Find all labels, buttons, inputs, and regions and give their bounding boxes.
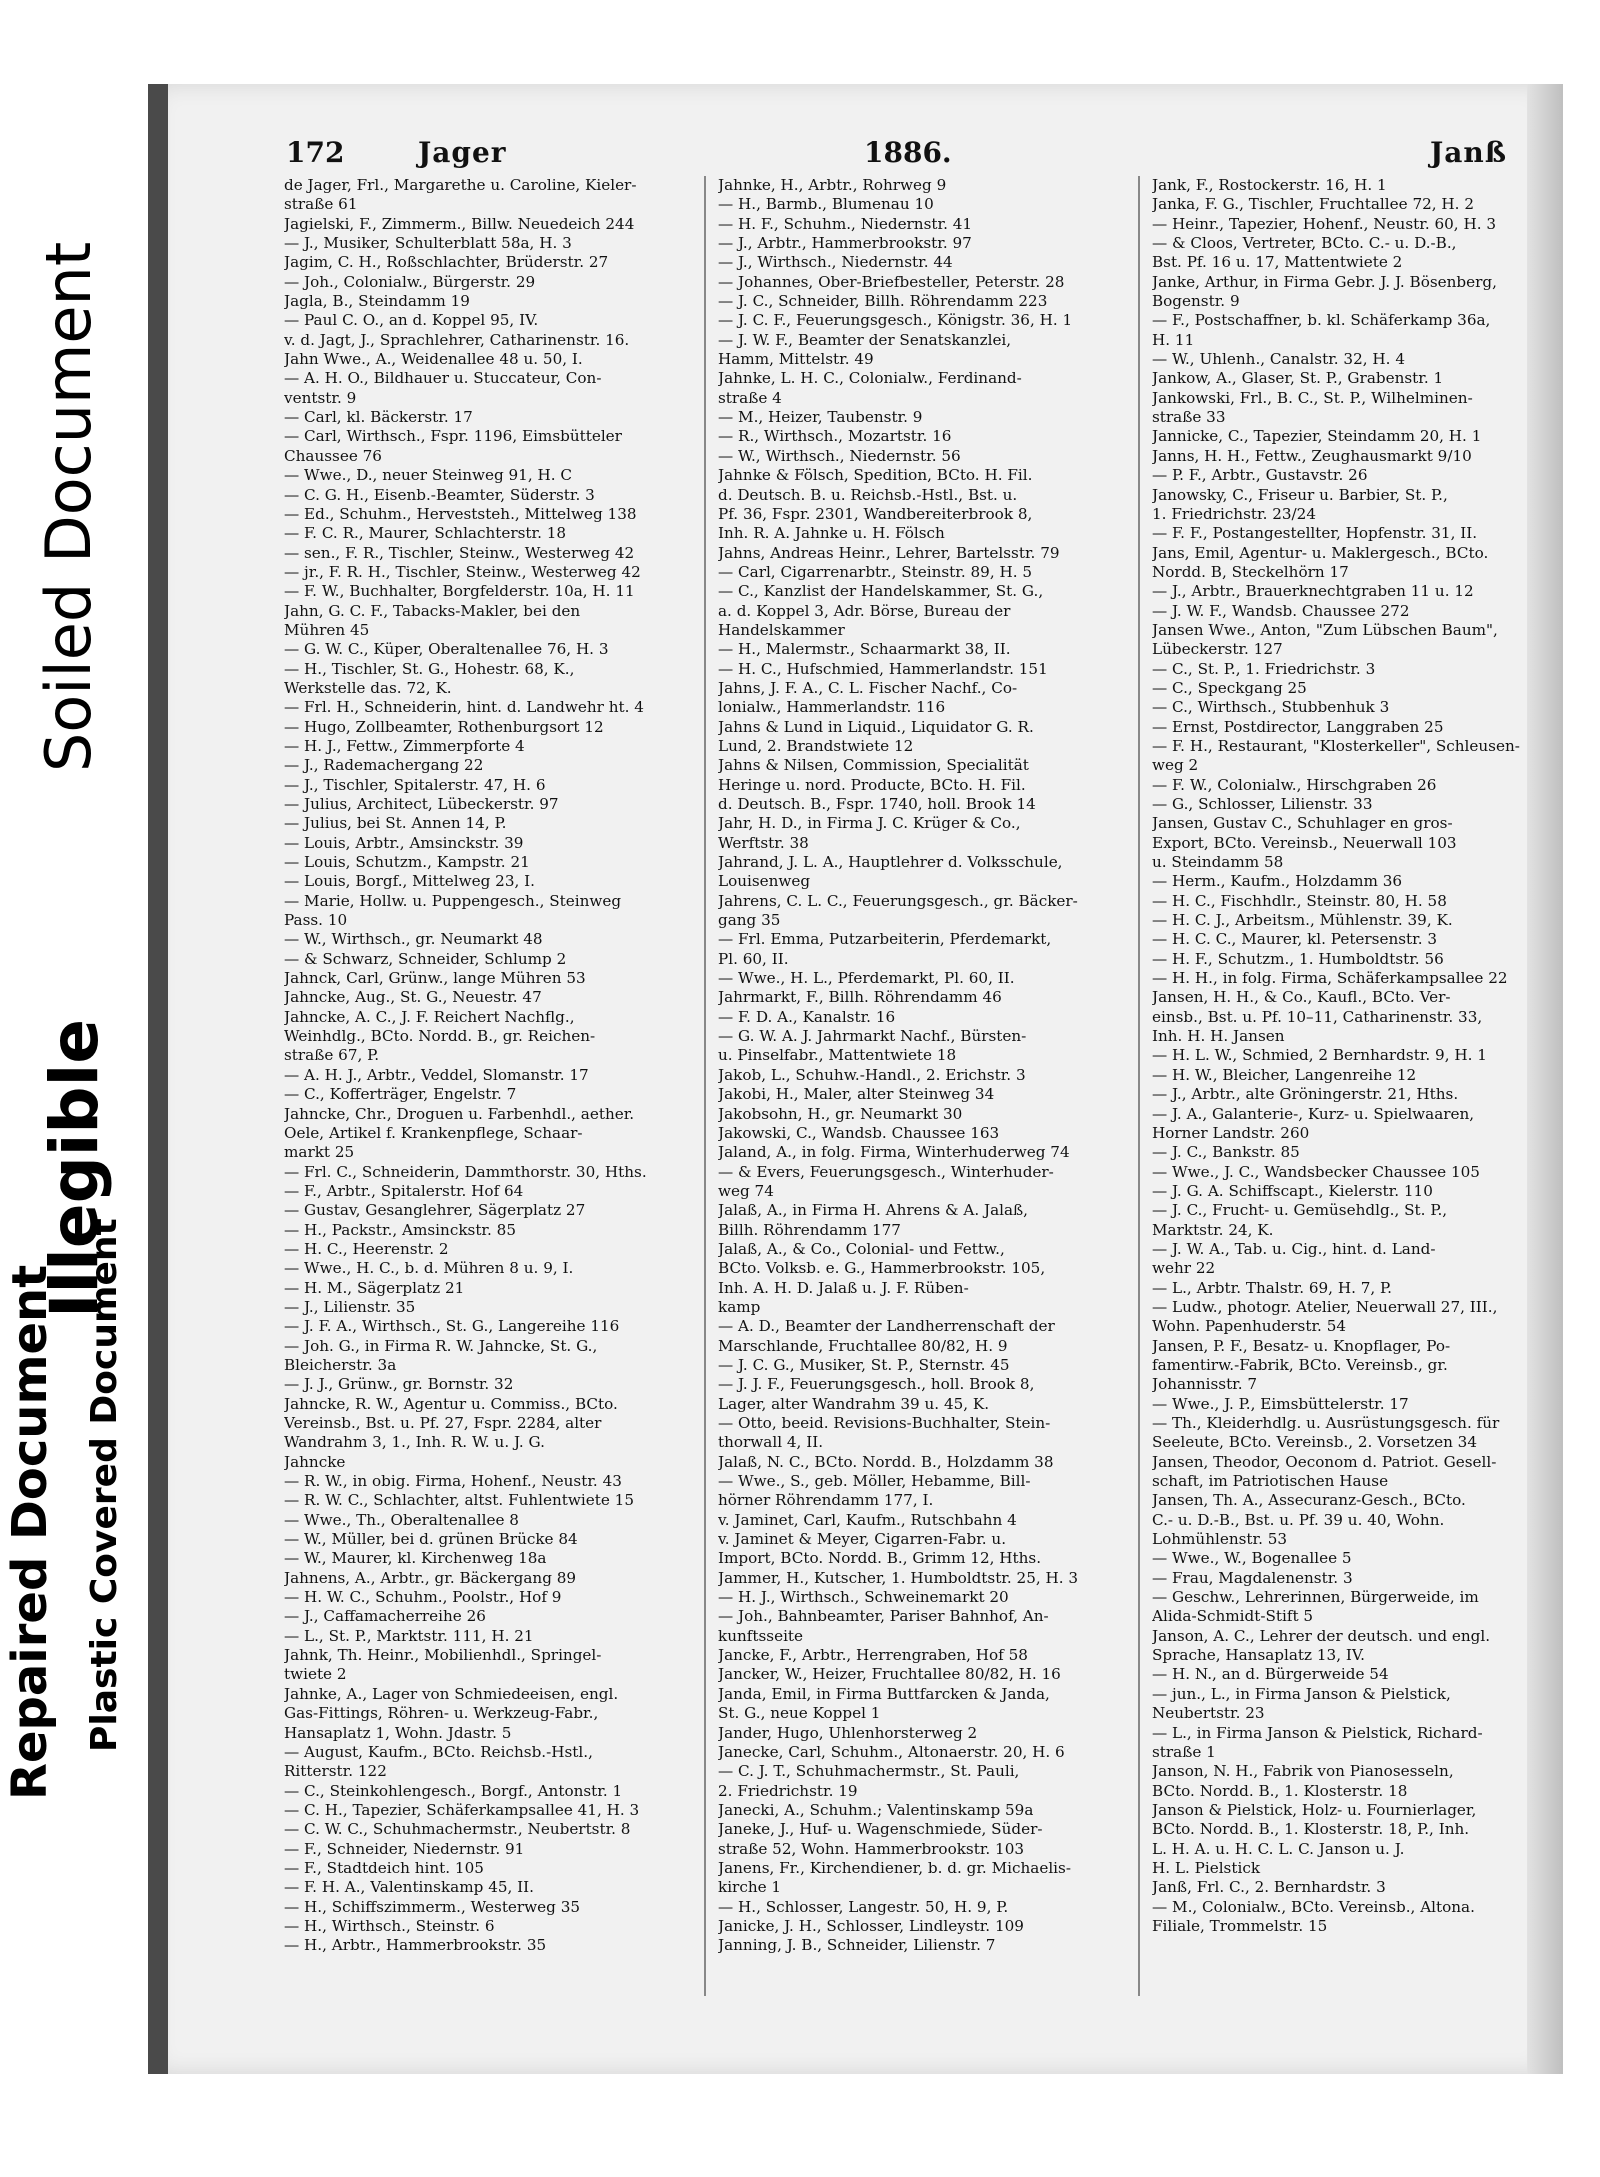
directory-entry-line: Jagla, B., Steindamm 19	[284, 292, 470, 311]
directory-entry-line: — G. W. C., Küper, Oberaltenallee 76, H. 3	[284, 640, 609, 659]
directory-entry-line: v. d. Jagt, J., Sprachlehrer, Catharinenstr. 16.	[284, 330, 630, 349]
directory-entry-line: — F. W., Colonialw., Hirschgraben 26	[1152, 775, 1437, 794]
directory-entry-line: famentirw.-Fabrik, BCto. Vereinsb., gr.	[1152, 1355, 1448, 1374]
directory-entry-line: — L., St. P., Marktstr. 111, H. 21	[284, 1626, 534, 1645]
directory-entry-line: — H. W. C., Schuhm., Poolstr., Hof 9	[284, 1588, 562, 1607]
directory-entry-line: — sen., F. R., Tischler, Steinw., Westerweg 42	[284, 543, 635, 562]
directory-entry-line: — H., Tischler, St. G., Hohestr. 68, K.,	[284, 659, 575, 678]
directory-entry-line: — H., Malermstr., Schaarmarkt 38, II.	[718, 640, 1011, 659]
directory-entry-line: Janka, F. G., Tischler, Fruchtallee 72, H. 2	[1152, 195, 1474, 214]
directory-entry-line: — Th., Kleiderhdlg. u. Ausrüstungsgesch. für	[1152, 1414, 1500, 1432]
directory-entry-line: a. d. Koppel 3, Adr. Börse, Bureau der	[718, 601, 1011, 620]
directory-entry-line: Jahncke, Chr., Droguen u. Farbenhdl., aether.	[284, 1104, 635, 1123]
directory-entry-line: Jahnke & Fölsch, Spedition, BCto. H. Fil.	[718, 466, 1033, 485]
directory-entry-line: — F. F., Postangestellter, Hopfenstr. 31, II.	[1152, 524, 1478, 543]
directory-entry-line: — J. J., Grünw., gr. Bornstr. 32	[284, 1375, 514, 1394]
soiled-document-label: Soiled Document	[32, 241, 105, 772]
directory-entry-line: — H. C. C., Maurer, kl. Petersenstr. 3	[1152, 930, 1438, 949]
plastic-covered-document-label: Plastic Covered Document	[84, 1218, 125, 1752]
directory-entry-line: — J., Caffamacherreihe 26	[284, 1607, 486, 1626]
directory-entry-line: — J. C., Schneider, Billh. Röhrendamm 223	[718, 292, 1048, 311]
directory-entry-line: Bogenstr. 9	[1152, 292, 1240, 311]
directory-entry-line: — Ed., Schuhm., Herveststeh., Mittelweg 138	[284, 504, 637, 523]
directory-entry-line: Jankow, A., Glaser, St. P., Grabenstr. 1	[1152, 369, 1444, 388]
directory-entry-line: Jakobsohn, H., gr. Neumarkt 30	[718, 1104, 963, 1123]
directory-entry-line: Nordd. B, Steckelhörn 17	[1152, 562, 1349, 581]
directory-entry-line: straße 67, P.	[284, 1046, 380, 1065]
directory-entry-line: wehr 22	[1152, 1259, 1216, 1278]
directory-entry-line: Sprache, Hansaplatz 13, IV.	[1152, 1646, 1365, 1665]
directory-entry-line: BCto. Nordd. B., 1. Klosterstr. 18	[1152, 1781, 1408, 1800]
directory-entry-line: Pf. 36, Fspr. 2301, Wandbereiterbrook 8,	[718, 504, 1033, 523]
directory-entry-line: — H. C. J., Arbeitsm., Mühlenstr. 39, K.	[1152, 911, 1453, 930]
directory-entry-line: weg 74	[718, 1181, 774, 1200]
directory-entry-line: Janson & Pielstick, Holz- u. Fournierlager,	[1152, 1800, 1477, 1819]
directory-entry-line: Jagim, C. H., Roßschlachter, Brüderstr. 27	[284, 253, 609, 272]
directory-entry-line: — W., Maurer, kl. Kirchenweg 18a	[284, 1549, 547, 1568]
directory-entry-line: — & Schwarz, Schneider, Schlump 2	[284, 949, 567, 968]
directory-entry-line: — Louis, Borgf., Mittelweg 23, I.	[284, 872, 535, 891]
directory-entry-line: — Ernst, Postdirector, Langgraben 25	[1152, 717, 1444, 736]
directory-entry-line: — J., Rademachergang 22	[284, 756, 484, 775]
directory-entry-line: Jahr, H. D., in Firma J. C. Krüger & Co.,	[718, 814, 1021, 833]
directory-entry-line: Pl. 60, II.	[718, 949, 789, 968]
directory-entry-line: Inh. R. A. Jahnke u. H. Fölsch	[718, 524, 945, 543]
directory-entry-line: Jank, F., Rostockerstr. 16, H. 1	[1152, 176, 1387, 194]
directory-entry-line: Gas-Fittings, Röhren- u. Werkzeug-Fabr.,	[284, 1704, 599, 1723]
directory-entry-line: Jahns & Lund in Liquid., Liquidator G. R.	[718, 717, 1034, 736]
directory-entry-line: — Ludw., photogr. Atelier, Neuerwall 27, III.,	[1152, 1297, 1498, 1316]
directory-entry-line: — Wwe., S., geb. Möller, Hebamme, Bill-	[718, 1472, 1031, 1491]
directory-entry-line: Jansen, Gustav C., Schuhlager en gros-	[1152, 814, 1453, 833]
directory-entry-line: — M., Colonialw., BCto. Vereinsb., Altona.	[1152, 1897, 1475, 1916]
directory-entry-line: 2. Friedrichstr. 19	[718, 1781, 858, 1800]
directory-entry-line: BCto. Nordd. B., 1. Klosterstr. 18, P., Inh.	[1152, 1820, 1470, 1839]
directory-entry-line: — Julius, Architect, Lübeckerstr. 97	[284, 795, 559, 813]
directory-entry-line: — jr., F. R. H., Tischler, Steinw., Westerweg 42	[284, 562, 641, 581]
directory-entry-line: — H. J., Fettw., Zimmerpforte 4	[284, 736, 525, 755]
directory-entry-line: Inh. A. H. D. Jalaß u. J. F. Rüben-	[718, 1278, 969, 1297]
directory-entry-line: Jander, Hugo, Uhlenhorsterweg 2	[718, 1723, 978, 1742]
directory-entry-line: — & Cloos, Vertreter, BCto. C.- u. D.-B.,	[1152, 234, 1457, 253]
directory-entry-line: Janß, Frl. C., 2. Bernhardstr. 3	[1152, 1878, 1386, 1897]
directory-entry-line: — J. C. G., Musiker, St. P., Sternstr. 45	[718, 1355, 1010, 1374]
directory-entry-line: — Wwe., W., Bogenallee 5	[1152, 1549, 1352, 1568]
directory-entry-line: Janeke, J., Huf- u. Wagenschmiede, Süder-	[718, 1820, 1043, 1839]
directory-entry-line: Jahncke, Aug., St. G., Neuestr. 47	[284, 988, 542, 1007]
directory-entry-line: — R., Wirthsch., Mozartstr. 16	[718, 427, 952, 446]
directory-entry-line: — J. A., Galanterie-, Kurz- u. Spielwaaren,	[1152, 1104, 1475, 1123]
directory-entry-line: Jahrand, J. L. A., Hauptlehrer d. Volksschule,	[718, 853, 1063, 872]
directory-entry-line: straße 52, Wohn. Hammerbrookstr. 103	[718, 1839, 1025, 1858]
directory-entry-line: Jahnke, A., Lager von Schmiedeeisen, engl.	[284, 1684, 619, 1703]
repaired-document-label: Repaired Document	[2, 1264, 58, 1800]
directory-entry-line: Janowsky, C., Friseur u. Barbier, St. P.,	[1152, 485, 1448, 504]
directory-entry-line: — G. W. A. J. Jahrmarkt Nachf., Bürsten-	[718, 1027, 1027, 1046]
directory-entry-line: — Wwe., D., neuer Steinweg 91, H. C	[284, 466, 573, 485]
directory-entry-line: Jankowski, Frl., B. C., St. P., Wilhelminen-	[1152, 388, 1473, 407]
directory-entry-line: — Louis, Arbtr., Amsinckstr. 39	[284, 833, 524, 852]
directory-entry-line: Billh. Röhrendamm 177	[718, 1220, 901, 1239]
directory-entry-line: — Julius, bei St. Annen 14, P.	[284, 814, 507, 833]
directory-entry-line: Filiale, Trommelstr. 15	[1152, 1916, 1328, 1935]
directory-entry-line: — L., in Firma Janson & Pielstick, Richard-	[1152, 1723, 1483, 1742]
directory-entry-line: Louisenweg	[718, 872, 811, 891]
directory-entry-line: Johannisstr. 7	[1152, 1375, 1258, 1394]
directory-entry-line: H. 11	[1152, 330, 1195, 349]
directory-entry-line: — F. H., Restaurant, "Klosterkeller", Schleusen-	[1152, 736, 1520, 755]
directory-entry-line: Werftstr. 38	[718, 833, 809, 852]
directory-entry-line: Lager, alter Wandrahm 39 u. 45, K.	[718, 1394, 990, 1413]
directory-entry-line: Janke, Arthur, in Firma Gebr. J. J. Bösenberg,	[1152, 272, 1497, 291]
directory-entry-line: — H. M., Sägerplatz 21	[284, 1278, 465, 1297]
directory-entry-line: Oele, Artikel f. Krankenpflege, Schaar-	[284, 1123, 583, 1142]
directory-entry-line: C.- u. D.-B., Bst. u. Pf. 39 u. 40, Wohn.	[1152, 1510, 1445, 1529]
directory-entry-line: u. Steindamm 58	[1152, 853, 1284, 872]
directory-entry-line: — C., St. P., 1. Friedrichstr. 3	[1152, 659, 1376, 678]
directory-entry-line: ventstr. 9	[284, 388, 357, 407]
directory-entry-line: Lund, 2. Brandstwiete 12	[718, 736, 914, 755]
directory-entry-line: Jakowski, C., Wandsb. Chaussee 163	[718, 1123, 1000, 1142]
directory-entry-line: kamp	[718, 1297, 761, 1316]
directory-entry-line: — J., Musiker, Schulterblatt 58a, H. 3	[284, 234, 572, 253]
directory-entry-line: BCto. Volksb. e. G., Hammerbrookstr. 105,	[718, 1259, 1046, 1278]
directory-entry-line: — Frl. H., Schneiderin, hint. d. Landwehr ht. 4	[284, 698, 644, 717]
directory-entry-line: Jalaß, N. C., BCto. Nordd. B., Holzdamm 38	[718, 1452, 1054, 1471]
directory-entry-line: — Carl, Cigarrenarbtr., Steinstr. 89, H. 5	[718, 562, 1033, 581]
page-header	[286, 136, 1507, 180]
directory-entry-line: u. Pinselfabr., Mattentwiete 18	[718, 1046, 957, 1065]
directory-entry-line: — W., Wirthsch., Niedernstr. 56	[718, 446, 961, 465]
directory-entry-line: — August, Kaufm., BCto. Reichsb.-Hstl.,	[284, 1742, 593, 1761]
directory-entry-line: — C., Wirthsch., Stubbenhuk 3	[1152, 698, 1390, 717]
directory-entry-line: Hamm, Mittelstr. 49	[718, 350, 874, 369]
directory-entry-line: straße 1	[1152, 1742, 1216, 1761]
directory-entry-line: — J. W. F., Wandsb. Chaussee 272	[1152, 601, 1410, 620]
directory-entry-line: Marktstr. 24, K.	[1152, 1220, 1274, 1239]
directory-entry-line: Alida-Schmidt-Stift 5	[1152, 1607, 1314, 1626]
directory-entry-line: — P. F., Arbtr., Gustavstr. 26	[1152, 466, 1368, 485]
directory-entry-line: — H. L. W., Schmied, 2 Bernhardstr. 9, H. 1	[1152, 1046, 1487, 1065]
directory-entry-line: — F. C. R., Maurer, Schlachterstr. 18	[284, 524, 567, 543]
directory-entry-line: Jagielski, F., Zimmerm., Billw. Neuedeich 244	[284, 214, 635, 233]
directory-entry-line: — W., Wirthsch., gr. Neumarkt 48	[284, 930, 543, 949]
directory-entry-line: — H. F., Schuhm., Niedernstr. 41	[718, 214, 973, 233]
directory-entry-line: Horner Landstr. 260	[1152, 1123, 1310, 1142]
column-1	[284, 176, 684, 1956]
directory-entry-line: Jaland, A., in folg. Firma, Winterhuderweg 74	[718, 1143, 1070, 1162]
directory-entry-line: Janning, J. B., Schneider, Lilienstr. 7	[718, 1936, 996, 1955]
directory-entry-line: Jahncke, R. W., Agentur u. Commiss., BCto.	[284, 1394, 618, 1413]
directory-entry-line: Jansen, Theodor, Oeconom d. Patriot. Gesell-	[1152, 1452, 1497, 1471]
directory-entry-line: — Joh. G., in Firma R. W. Jahncke, St. G.,	[284, 1336, 598, 1355]
directory-entry-line: Jahnke, H., Arbtr., Rohrweg 9	[718, 176, 947, 194]
directory-entry-line: — Herm., Kaufm., Holzdamm 36	[1152, 872, 1403, 891]
directory-entry-line: Jancke, F., Arbtr., Herrengraben, Hof 58	[718, 1646, 1028, 1665]
directory-entry-line: Jannicke, C., Tapezier, Steindamm 20, H. 1	[1152, 427, 1482, 446]
directory-entry-line: — R. W., in obig. Firma, Hohenf., Neustr. 43	[284, 1472, 622, 1491]
directory-entry-line: Jakobi, H., Maler, alter Steinweg 34	[718, 1085, 995, 1104]
directory-entry-line: — J. C., Bankstr. 85	[1152, 1143, 1300, 1162]
directory-entry-line: Seeleute, BCto. Vereinsb., 2. Vorsetzen 34	[1152, 1433, 1478, 1452]
directory-entry-line: — Wwe., Th., Oberaltenallee 8	[284, 1510, 519, 1529]
directory-entry-line: — C., Speckgang 25	[1152, 678, 1307, 697]
directory-entry-line: 1. Friedrichstr. 23/24	[1152, 504, 1316, 523]
directory-entry-line: — J., Arbtr., Brauerknechtgraben 11 u. 12	[1152, 582, 1474, 601]
directory-entry-line: Jancker, W., Heizer, Fruchtallee 80/82, H. 16	[718, 1665, 1061, 1684]
directory-entry-line: — G., Schlosser, Lilienstr. 33	[1152, 795, 1373, 813]
directory-entry-line: — Hugo, Zollbeamter, Rothenburgsort 12	[284, 717, 604, 736]
directory-entry-line: Werkstelle das. 72, K.	[284, 678, 452, 697]
directory-entry-line: Neubertstr. 23	[1152, 1704, 1265, 1723]
directory-entry-line: H. L. Pielstick	[1152, 1858, 1261, 1877]
directory-entry-line: — J. C. F., Feuerungsgesch., Königstr. 36, H. 1	[718, 311, 1073, 330]
directory-entry-line: — F. H. A., Valentinskamp 45, II.	[284, 1878, 534, 1897]
directory-entry-line: — J. C., Frucht- u. Gemüsehdlg., St. P.,	[1152, 1201, 1448, 1220]
directory-entry-line: L. H. A. u. H. C. L. C. Janson u. J.	[1152, 1839, 1405, 1858]
directory-entry-line: straße 61	[284, 195, 358, 214]
directory-entry-line: — H., Wirthsch., Steinstr. 6	[284, 1916, 495, 1935]
directory-entry-line: — L., Arbtr. Thalstr. 69, H. 7, P.	[1152, 1278, 1393, 1297]
directory-entry-line: — H. J., Wirthsch., Schweinemarkt 20	[718, 1588, 1009, 1607]
directory-entry-line: Jahn Wwe., A., Weidenallee 48 u. 50, I.	[284, 350, 583, 369]
directory-entry-line: — A. H. J., Arbtr., Veddel, Slomanstr. 17	[284, 1065, 589, 1084]
directory-entry-line: — Wwe., J. P., Eimsbüttelerstr. 17	[1152, 1394, 1409, 1413]
directory-entry-line: — Heinr., Tapezier, Hohenf., Neustr. 60, H. 3	[1152, 214, 1497, 233]
directory-entry-line: Jalaß, A., & Co., Colonial- und Fettw.,	[718, 1239, 1005, 1258]
directory-entry-line: — H., Barmb., Blumenau 10	[718, 195, 934, 214]
directory-entry-line: Lohmühlenstr. 53	[1152, 1530, 1288, 1549]
directory-entry-line: weg 2	[1152, 756, 1199, 775]
directory-entry-line: — Carl, Wirthsch., Fspr. 1196, Eimsbütteler	[284, 427, 622, 446]
directory-entry-line: Jammer, H., Kutscher, 1. Humboldtstr. 25, H. 3	[718, 1568, 1079, 1587]
directory-entry-line: — Johannes, Ober-Briefbesteller, Peterstr. 28	[718, 272, 1065, 291]
directory-entry-line: Ritterstr. 122	[284, 1762, 387, 1781]
directory-entry-line: — F., Stadtdeich hint. 105	[284, 1858, 484, 1877]
directory-entry-line: einsb., Bst. u. Pf. 10–11, Catharinenstr. 33,	[1152, 1007, 1483, 1026]
directory-entry-line: Jahns, J. F. A., C. L. Fischer Nachf., Co-	[718, 678, 1018, 697]
directory-entry-line: — H. W., Bleicher, Langenreihe 12	[1152, 1065, 1417, 1084]
directory-entry-line: — J. W. A., Tab. u. Cig., hint. d. Land-	[1152, 1239, 1436, 1258]
directory-entry-line: — Gustav, Gesanglehrer, Sägerplatz 27	[284, 1201, 586, 1220]
directory-entry-line: — W., Müller, bei d. grünen Brücke 84	[284, 1530, 578, 1549]
directory-entry-line: Vereinsb., Bst. u. Pf. 27, Fspr. 2284, alter	[284, 1414, 602, 1432]
directory-entry-line: — F., Postschaffner, b. kl. Schäferkamp 36a,	[1152, 311, 1491, 330]
directory-entry-line: kunftsseite	[718, 1626, 804, 1645]
directory-entry-line: — Carl, kl. Bäckerstr. 17	[284, 408, 473, 427]
directory-entry-line: Jahns, Andreas Heinr., Lehrer, Bartelsstr. 79	[718, 543, 1060, 562]
directory-entry-line: Jansen Wwe., Anton, "Zum Lübschen Baum",	[1152, 620, 1498, 639]
directory-entry-line: — C., Kofferträger, Engelstr. 7	[284, 1085, 517, 1104]
column-divider	[1138, 176, 1140, 1996]
directory-entry-line: Jansen, H. H., & Co., Kaufl., BCto. Ver-	[1152, 988, 1451, 1007]
directory-entry-line: Mühren 45	[284, 620, 370, 639]
directory-entry-line: hörner Röhrendamm 177, I.	[718, 1491, 934, 1510]
directory-entry-line: Jahns & Nilsen, Commission, Specialität	[718, 756, 1029, 775]
column-3	[1152, 176, 1552, 1936]
directory-entry-line: — C. G. H., Eisenb.-Beamter, Süderstr. 3	[284, 485, 595, 504]
directory-entry-line: — Wwe., H. L., Pferdemarkt, Pl. 60, II.	[718, 969, 1015, 988]
directory-entry-line: Jahrmarkt, F., Billh. Röhrendamm 46	[718, 988, 1002, 1007]
directory-entry-line: Jahnens, A., Arbtr., gr. Bäckergang 89	[284, 1568, 577, 1587]
directory-entry-line: Chaussee 76	[284, 446, 382, 465]
directory-entry-line: markt 25	[284, 1143, 355, 1162]
directory-entry-line: Janson, A. C., Lehrer der deutsch. und engl.	[1152, 1626, 1491, 1645]
directory-entry-line: — M., Heizer, Taubenstr. 9	[718, 408, 923, 427]
directory-entry-line: thorwall 4, II.	[718, 1433, 824, 1452]
directory-entry-line: — C. H., Tapezier, Schäferkampsallee 41, H. 3	[284, 1800, 640, 1819]
directory-entry-line: Bst. Pf. 16 u. 17, Mattentwiete 2	[1152, 253, 1403, 272]
directory-entry-line: — Frl. Emma, Putzarbeiterin, Pferdemarkt,	[718, 930, 1052, 949]
directory-entry-line: Jahrens, C. L. C., Feuerungsgesch., gr. Bäcker-	[718, 891, 1078, 910]
directory-entry-line: — H. F., Schutzm., 1. Humboldtstr. 56	[1152, 949, 1444, 968]
directory-entry-line: Hansaplatz 1, Wohn. Jdastr. 5	[284, 1723, 512, 1742]
directory-entry-line: — J., Arbtr., alte Gröningerstr. 21, Hths.	[1152, 1085, 1459, 1104]
directory-entry-line: gang 35	[718, 911, 781, 930]
directory-entry-line: — Joh., Bahnbeamter, Pariser Bahnhof, An-	[718, 1607, 1049, 1626]
directory-entry-line: — H., Packstr., Amsinckstr. 85	[284, 1220, 516, 1239]
directory-entry-line: — F., Schneider, Niedernstr. 91	[284, 1839, 525, 1858]
directory-entry-line: — Wwe., H. C., b. d. Mühren 8 u. 9, I.	[284, 1259, 574, 1278]
directory-entry-line: de Jager, Frl., Margarethe u. Caroline, Kieler-	[284, 176, 637, 194]
directory-entry-line: — Wwe., J. C., Wandsbecker Chaussee 105	[1152, 1162, 1480, 1181]
directory-entry-line: lonialw., Hammerlandstr. 116	[718, 698, 946, 717]
directory-entry-line: Wandrahm 3, 1., Inh. R. W. u. J. G.	[284, 1433, 545, 1452]
directory-entry-line: Jahn, G. C. F., Tabacks-Makler, bei den	[284, 601, 581, 620]
directory-entry-line: — J., Wirthsch., Niedernstr. 44	[718, 253, 953, 272]
directory-entry-line: Jalaß, A., in Firma H. Ahrens & A. Jalaß,	[718, 1201, 1029, 1220]
directory-entry-line: Jansen, Th. A., Assecuranz-Gesch., BCto.	[1152, 1491, 1466, 1510]
directory-entry-line: Jahnk, Th. Heinr., Mobilienhdl., Springel-	[284, 1646, 602, 1665]
directory-entry-line: Janson, N. H., Fabrik von Pianosesseln,	[1152, 1762, 1454, 1781]
directory-entry-line: — H. C., Hufschmied, Hammerlandstr. 151	[718, 659, 1048, 678]
directory-entry-line: Import, BCto. Nordd. B., Grimm 12, Hths.	[718, 1549, 1042, 1568]
directory-entry-line: — C., Kanzlist der Handelskammer, St. G.,	[718, 582, 1044, 601]
directory-entry-line: straße 4	[718, 388, 782, 407]
directory-entry-line: — Geschw., Lehrerinnen, Bürgerweide, im	[1152, 1588, 1479, 1607]
directory-entry-line: Marschlande, Fruchtallee 80/82, H. 9	[718, 1336, 1008, 1355]
directory-entry-line: v. Jaminet & Meyer, Cigarren-Fabr. u.	[718, 1530, 1007, 1549]
directory-entry-line: Janecke, Carl, Schuhm., Altonaerstr. 20, H. 6	[718, 1742, 1065, 1761]
directory-entry-line: — C. W. C., Schuhmachermstr., Neubertstr. 8	[284, 1820, 631, 1839]
directory-entry-line: — J. J. F., Feuerungsgesch., holl. Brook 8,	[718, 1375, 1035, 1394]
directory-entry-line: — C. J. T., Schuhmachermstr., St. Pauli,	[718, 1762, 1020, 1781]
directory-entry-line: Janda, Emil, in Firma Buttfarcken & Janda,	[718, 1684, 1050, 1703]
directory-entry-line: — J., Arbtr., Hammerbrookstr. 97	[718, 234, 972, 253]
directory-entry-line: Lübeckerstr. 127	[1152, 640, 1283, 659]
directory-entry-line: Janns, H. H., Fettw., Zeughausmarkt 9/10	[1152, 446, 1472, 465]
directory-entry-line: — Louis, Schutzm., Kampstr. 21	[284, 853, 530, 872]
directory-entry-line: — Frau, Magdalenenstr. 3	[1152, 1568, 1353, 1587]
directory-entry-line: — F. D. A., Kanalstr. 16	[718, 1007, 896, 1026]
directory-entry-line: — J., Lilienstr. 35	[284, 1297, 416, 1316]
directory-entry-line: Jahncke	[284, 1452, 346, 1471]
directory-entry-line: — H., Arbtr., Hammerbrookstr. 35	[284, 1936, 547, 1955]
directory-entry-line: Weinhdlg., BCto. Nordd. B., gr. Reichen-	[284, 1027, 596, 1046]
directory-entry-line: — A. D., Beamter der Landherrenschaft der	[718, 1317, 1055, 1336]
directory-entry-line: Janicke, J. H., Schlosser, Lindleystr. 109	[718, 1916, 1024, 1935]
directory-entry-line: Janecki, A., Schuhm.; Valentinskamp 59a	[718, 1800, 1034, 1819]
directory-entry-line: — J., Tischler, Spitalerstr. 47, H. 6	[284, 775, 546, 794]
directory-entry-line: — jun., L., in Firma Janson & Pielstick,	[1152, 1684, 1451, 1703]
directory-entry-line: — J. W. F., Beamter der Senatskanzlei,	[718, 330, 1012, 349]
directory-entry-line: — J. G. A. Schiffscapt., Kielerstr. 110	[1152, 1181, 1433, 1200]
directory-entry-line: Jahnke, L. H. C., Colonialw., Ferdinand-	[718, 369, 1022, 388]
illegible-label: Illegible	[36, 1018, 113, 1318]
directory-entry-line: — & Evers, Feuerungsgesch., Winterhuder-	[718, 1162, 1054, 1181]
directory-entry-line: Wohn. Papenhuderstr. 54	[1152, 1317, 1347, 1336]
directory-entry-line: — R. W. C., Schlachter, altst. Fuhlentwiete 15	[284, 1491, 634, 1510]
directory-entry-line: v. Jaminet, Carl, Kaufm., Rutschbahn 4	[718, 1510, 1017, 1529]
directory-entry-line: Jahnck, Carl, Grünw., lange Mühren 53	[284, 969, 586, 988]
directory-entry-line: Inh. H. H. Jansen	[1152, 1027, 1285, 1046]
columns	[284, 176, 1584, 2016]
directory-entry-line: — A. H. O., Bildhauer u. Stuccateur, Con-	[284, 369, 602, 388]
directory-entry-line: — Otto, beeid. Revisions-Buchhalter, Stein-	[718, 1414, 1051, 1432]
header-right-word: Janß	[1429, 136, 1507, 169]
directory-entry-line: Jans, Emil, Agentur- u. Maklergesch., BCto.	[1152, 543, 1489, 562]
directory-entry-line: Jakob, L., Schuhw.-Handl., 2. Erichstr. 3	[718, 1065, 1026, 1084]
directory-entry-line: — H., Schiffszimmerm., Westerweg 35	[284, 1897, 581, 1916]
directory-entry-line: — Marie, Hollw. u. Puppengesch., Steinweg	[284, 891, 622, 910]
directory-entry-line: Pass. 10	[284, 911, 348, 930]
directory-page	[148, 84, 1563, 2074]
directory-entry-line: St. G., neue Koppel 1	[718, 1704, 881, 1723]
page-number: 172	[286, 136, 345, 169]
directory-entry-line: — H. C., Fischhdlr., Steinstr. 80, H. 58	[1152, 891, 1447, 910]
directory-entry-line: Bleicherstr. 3a	[284, 1355, 397, 1374]
directory-entry-line: — Paul C. O., an d. Koppel 95, IV.	[284, 311, 539, 330]
directory-entry-line: schaft, im Patriotischen Hause	[1152, 1472, 1389, 1491]
side-labels	[0, 0, 140, 2177]
directory-entry-line: — Frl. C., Schneiderin, Dammthorstr. 30, Hths.	[284, 1162, 647, 1181]
column-divider	[704, 176, 706, 1996]
directory-entry-line: d. Deutsch. B., Fspr. 1740, holl. Brook 14	[718, 795, 1036, 813]
directory-entry-line: — H. H., in folg. Firma, Schäferkampsallee 22	[1152, 969, 1508, 988]
directory-entry-line: Handelskammer	[718, 620, 845, 639]
directory-entry-line: Heringe u. nord. Producte, BCto. H. Fil.	[718, 775, 1026, 794]
column-2	[718, 176, 1118, 1956]
directory-entry-line: — F. W., Buchhalter, Borgfelderstr. 10a, H. 11	[284, 582, 635, 601]
header-year: 1886.	[864, 136, 952, 169]
directory-entry-line: — F., Arbtr., Spitalerstr. Hof 64	[284, 1181, 524, 1200]
directory-entry-line: — W., Uhlenh., Canalstr. 32, H. 4	[1152, 350, 1405, 369]
directory-entry-line: d. Deutsch. B. u. Reichsb.-Hstl., Bst. u.	[718, 485, 1018, 504]
directory-entry-line: — Joh., Colonialw., Bürgerstr. 29	[284, 272, 536, 291]
directory-entry-line: straße 33	[1152, 408, 1226, 427]
directory-entry-line: Export, BCto. Vereinsb., Neuerwall 103	[1152, 833, 1457, 852]
directory-entry-line: — J. F. A., Wirthsch., St. G., Langereihe 116	[284, 1317, 620, 1336]
directory-entry-line: — H. C., Heerenstr. 2	[284, 1239, 449, 1258]
directory-entry-line: — C., Steinkohlengesch., Borgf., Antonstr. 1	[284, 1781, 623, 1800]
directory-entry-line: Janens, Fr., Kirchendiener, b. d. gr. Michaelis-	[718, 1858, 1071, 1877]
directory-entry-line: Jahncke, A. C., J. F. Reichert Nachflg.,	[284, 1007, 575, 1026]
directory-entry-line: — H., Schlosser, Langestr. 50, H. 9, P.	[718, 1897, 1009, 1916]
directory-entry-line: — H. N., an d. Bürgerweide 54	[1152, 1665, 1389, 1684]
directory-entry-line: kirche 1	[718, 1878, 782, 1897]
directory-entry-line: Jansen, P. F., Besatz- u. Knopflager, Po-	[1152, 1336, 1451, 1355]
header-left-word: Jager	[418, 136, 507, 169]
directory-entry-line: twiete 2	[284, 1665, 347, 1684]
